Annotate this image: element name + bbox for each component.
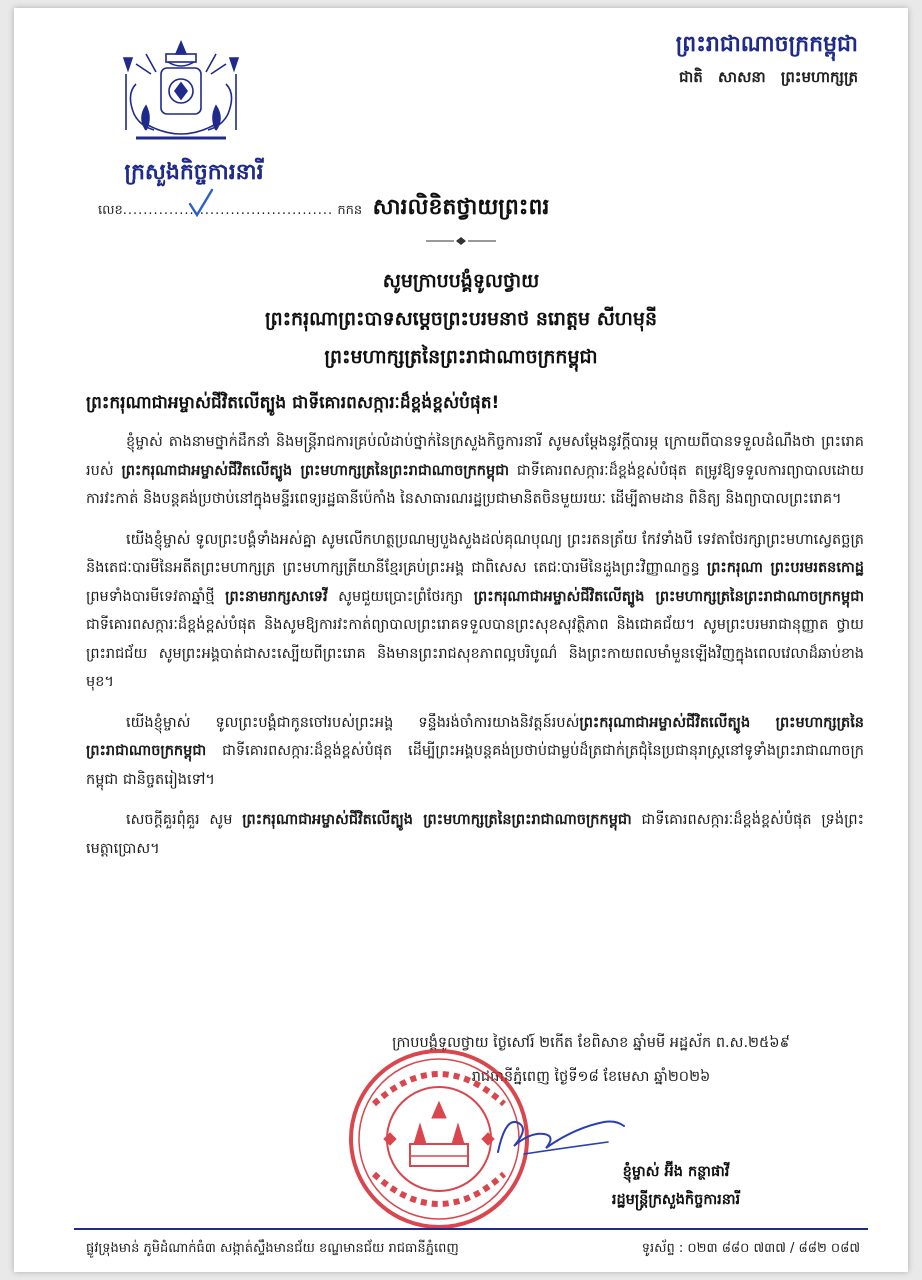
paragraph-bold-text: ព្រះករុណាជាអម្ចាស់ជីវិតលើត្បូង ព្រះមហាក្សត្រនៃព្រះរាជាណាចក្រកម្ពុជា bbox=[121, 462, 510, 479]
paragraph-bold-text: ព្រះករុណាជាអម្ចាស់ជីវិតលើត្បូង ព្រះមហាក្សត្រនៃព្រះរាជាណាចក្រកម្ពុជា bbox=[86, 714, 864, 759]
kingdom-header bbox=[608, 30, 858, 90]
body-paragraph bbox=[86, 428, 864, 514]
kingdom-name: ព្រះរាជាណាចក្រកម្ពុជា bbox=[675, 32, 858, 57]
salutation: ព្រះករុណាជាអម្ចាស់ជីវិតលើត្បូង ជាទីគោរពសក្ការៈដ៏ខ្ពង់ខ្ពស់បំផុត! bbox=[86, 393, 500, 413]
title-divider-ornament bbox=[426, 236, 496, 246]
lunar-date: ក្រាបបង្គំទូលថ្វាយ ថ្ងៃសៅរ៍ ២កើត ខែពិសាខ ឆ្នាំមមី អដ្ឋស័ក ព.ស.២៥៦៩ bbox=[392, 1035, 790, 1051]
reference-number: លេខ......................................... កកន bbox=[98, 202, 362, 221]
paragraph-text: ខ្ញុំម្ចាស់ តាងនាមថ្នាក់ដឹកនាំ និងមន្ត្រីរាជការគ្រប់លំដាប់ថ្នាក់នៃក្រសួងកិច្ចការនារី សូមសម្តែងនូវក្តីបារម្ភ ក្រោយពីបានទទួលដំណឹងថា ព្រះរោគរបស់ bbox=[86, 434, 864, 479]
recipient-block bbox=[54, 262, 868, 376]
handwritten-signature-icon bbox=[484, 1104, 634, 1164]
paragraph-text: សេចក្តីគួរពុំគួរ សូម bbox=[126, 812, 243, 828]
recipient-line: សូមក្រាបបង្គំទូលថ្វាយ bbox=[382, 270, 540, 292]
signer-block bbox=[484, 1158, 868, 1214]
paragraph-text: ជាទីគោរពសក្ការៈដ៏ខ្ពង់ខ្ពស់បំផុត ដើម្បីព្រះអង្គបន្តគង់ប្រថាប់ជាម្លប់ដ៏ត្រជាក់ត្រជុំនៃប្រជានុរាស្ត្រនៅទូទាំងព្រះរាជាណាចក្រកម្ពុជា ជានិច្ចតរៀងទៅ។ bbox=[86, 743, 864, 788]
reference-suffix: កកន bbox=[337, 203, 363, 218]
signer-name: ខ្ញុំម្ចាស់ អ៊ីង កន្ថាផាវី bbox=[622, 1164, 730, 1180]
paragraph-text: ជាទីគោរពសក្ការៈដ៏ខ្ពង់ខ្ពស់បំផុត ទ្រង់ព្រះមេត្តាប្រោស។ bbox=[86, 812, 864, 857]
document-title: សារលិខិតថ្វាយព្រះពរ bbox=[372, 195, 550, 220]
paragraph-bold-text: ព្រះករុណា ព្រះបរមរតនកោដ្ឋ bbox=[706, 560, 864, 576]
paragraph-text: យើងខ្ញុំម្ចាស់ ទូលព្រះបង្គំទាំងអស់គ្នា សូមលើកហត្ថប្រណម្យបួងសួងដល់គុណបុណ្យ ព្រះរតនត្រ័យ កែវទាំងបី ទេវតាថែរក្សាព្រះមហាស្វេតច្ឆត្រ និងតេជៈបារមីនៃអតីតព្រះមហាក្សត្រ ព្រះមហាក្សត្រីយានីខ្មែរគ្រប់ព្រះអង្គ ជាពិសេស តេជៈបារមីនៃដួងព្រះវិញ្ញាណក្ខន្ធ bbox=[86, 531, 864, 576]
footer-address: ផ្លូវទ្រុងមាន់ ភូមិដំណាក់ធំ៣ សង្កាត់ស្ទឹងមានជ័យ ខណ្ឌមានជ័យ រាជធានីភ្នំពេញ bbox=[86, 1241, 459, 1256]
body-paragraph bbox=[86, 806, 864, 863]
body-paragraph bbox=[86, 709, 864, 795]
footer-divider bbox=[74, 1228, 868, 1230]
royal-coat-of-arms-icon bbox=[106, 34, 256, 154]
ministry-name: ក្រសួងកិច្ចការនារី bbox=[124, 160, 264, 185]
national-motto: ជាតិ សាសនា ព្រះមហាក្សត្រ bbox=[679, 68, 858, 86]
paragraph-text: ព្រមទាំងបារមីទេវតាឆ្នាំថ្មី bbox=[86, 588, 226, 605]
paragraph-text: សូមជួយប្រោះព្រំថែរក្សា bbox=[327, 588, 474, 605]
paragraph-bold-text: ព្រះករុណាជាអម្ចាស់ជីវិតលើត្បូង ព្រះមហាក្សត្រនៃព្រះរាជាណាចក្រកម្ពុជា bbox=[242, 812, 632, 828]
recipient-line: ព្រះមហាក្សត្រនៃព្រះរាជាណាចក្រកម្ពុជា bbox=[324, 346, 598, 368]
recipient-line: ព្រះករុណាព្រះបាទសម្តេចព្រះបរមនាថ នរោត្តម សីហមុនី bbox=[264, 308, 658, 330]
reference-label: លេខ bbox=[98, 203, 123, 218]
solar-date: រាជធានីភ្នំពេញ ថ្ងៃទី១៨ ខែមេសា ឆ្នាំ២០២៦ bbox=[471, 1069, 711, 1085]
body-paragraph bbox=[86, 526, 864, 697]
footer-phone: ទូរស័ព្ទ : ០២៣ ៨៨០ ៧៣៧ / ៨៨២ ០៨៧ bbox=[641, 1241, 860, 1256]
paragraph-bold-text: ព្រះករុណាជាអម្ចាស់ជីវិតលើត្បូង ព្រះមហាក្សត្រនៃព្រះរាជាណាចក្រកម្ពុជា bbox=[473, 588, 865, 605]
paragraph-text: ជាទីគោរពសក្ការៈដ៏ខ្ពង់ខ្ពស់បំផុត និងសូមឱ្យការវះកាត់ព្យាបាលព្រះរោគទទួលបានព្រះសុខសុវត្ថិភាព និងជោគជ័យ។ សូមព្រះបរមរាជានុញ្ញាត ថ្វាយព្រះរាជជ័យ សូមព្រះអង្គបាត់ជាសះស្បើយពីព្រះរោគ និងមានព្រះរាជសុខភាពល្អបរិបូណ៌ និងព្រះកាយពលមាំមួនឡើងវិញក្នុងពេលវេលាដ៏ឆាប់ខាងមុខ។ bbox=[86, 617, 864, 690]
paragraph-bold-text: ព្រះនាមរាក្សសាទេវី bbox=[225, 588, 328, 605]
paragraph-text: យើងខ្ញុំម្ចាស់ ទូលព្រះបង្គំជាកូនចៅរបស់ព្រះអង្គ ទន្ទឹងរង់ចាំការយាងនិវត្តន៍របស់ bbox=[126, 714, 580, 731]
paragraph-text: ជាទីគោរពសក្ការៈដ៏ខ្ពង់ខ្ពស់បំផុត តម្រូវឱ្យទទួលការព្យាបាលដោយការវះកាត់ និងបន្តគង់ប្រថាប់នៅក្នុងមន្ទីរពេទ្យរដ្ឋធានីប៉េកាំង នៃសាធារណរដ្ឋប្រជាមានិតចិនមួយរយៈ ដើម្បីតាមដាន ពិនិត្យ និងព្យាបាលព្រះរោគ។ bbox=[86, 462, 864, 507]
signer-title: រដ្ឋមន្ត្រីក្រសួងកិច្ចការនារី bbox=[611, 1192, 741, 1208]
letter-body bbox=[86, 428, 864, 875]
letter-page bbox=[14, 8, 908, 1272]
